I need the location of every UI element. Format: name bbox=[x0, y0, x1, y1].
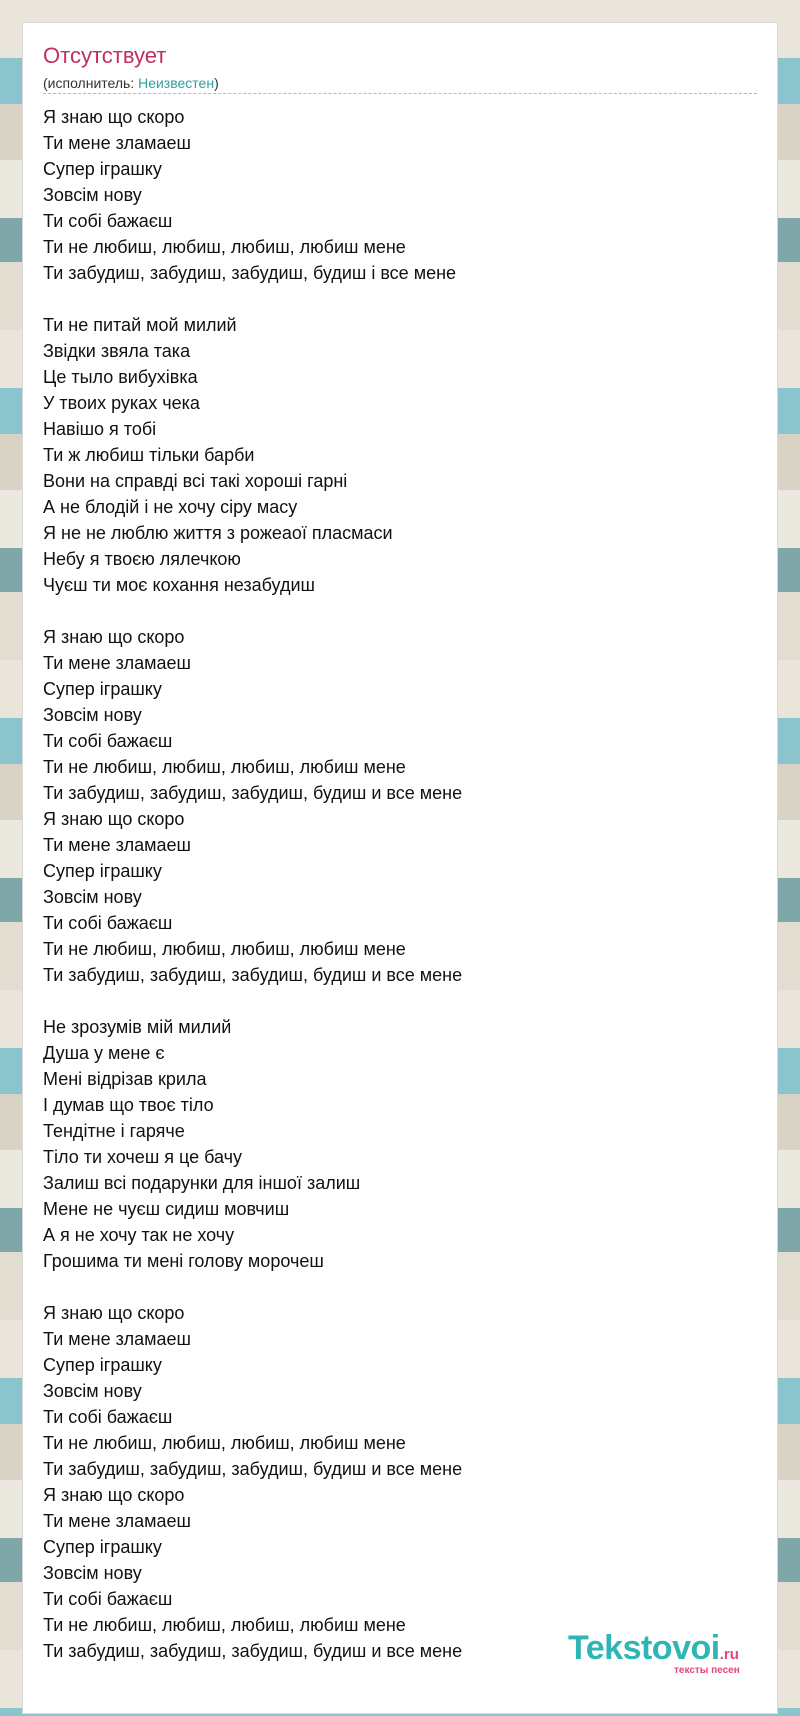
lyric-line: А не блодій і не хочу сіру масу bbox=[43, 497, 298, 517]
lyrics-text bbox=[43, 104, 743, 1664]
lyric-line: І думав що твоє тіло bbox=[43, 1095, 214, 1115]
lyric-line: Ти забудиш, забудиш, забудиш, будиш и все мене bbox=[43, 1641, 463, 1661]
lyric-line: Супер іграшку bbox=[43, 861, 162, 881]
lyric-line: Ти мене зламаеш bbox=[43, 653, 191, 673]
lyric-line: Я не не люблю життя з рожеаої пласмаси bbox=[43, 523, 393, 543]
lyric-line: Чуєш ти моє кохання незабудиш bbox=[43, 575, 315, 595]
artist-prefix: (исполнитель: bbox=[43, 75, 139, 91]
stanza-break bbox=[43, 1274, 743, 1300]
lyric-line: Не зрозумів мій милий bbox=[43, 1017, 232, 1037]
lyric-line: Ти мене зламаеш bbox=[43, 1511, 191, 1531]
lyric-line: Ти не любиш, любиш, любиш, любиш мене bbox=[43, 757, 406, 777]
lyric-line: Грошима ти мені голову морочеш bbox=[43, 1251, 324, 1271]
lyric-line: Ти мене зламаеш bbox=[43, 1329, 191, 1349]
lyric-line: Ти не любиш, любиш, любиш, любиш мене bbox=[43, 1433, 406, 1453]
logo-name: Tekstovoi bbox=[568, 1629, 720, 1667]
lyric-line: Це тыло вибухівка bbox=[43, 367, 198, 387]
lyric-line: Ти забудиш, забудиш, забудиш, будиш і все мене bbox=[43, 263, 457, 283]
lyric-line: Ти мене зламаеш bbox=[43, 835, 191, 855]
title-divider bbox=[43, 93, 757, 94]
lyric-line: Ти собі бажаєш bbox=[43, 1589, 173, 1609]
lyric-line: У твоих руках чека bbox=[43, 393, 200, 413]
lyric-line: Ти собі бажаєш bbox=[43, 731, 173, 751]
lyric-line: Звідки звяла така bbox=[43, 341, 191, 361]
stanza-break bbox=[43, 598, 743, 624]
lyric-line: Зовсім нову bbox=[43, 1381, 142, 1401]
lyric-line: Тендітне і гаряче bbox=[43, 1121, 185, 1141]
lyric-line: Зовсім нову bbox=[43, 185, 142, 205]
lyric-line: Небу я твоєю лялечкою bbox=[43, 549, 241, 569]
lyric-line: Душа у мене є bbox=[43, 1043, 165, 1063]
lyric-line: Ти собі бажаєш bbox=[43, 211, 173, 231]
lyric-line: Супер іграшку bbox=[43, 159, 162, 179]
lyrics-page bbox=[22, 22, 778, 1714]
lyric-line: А я не хочу так не хочу bbox=[43, 1225, 235, 1245]
lyric-line: Зовсім нову bbox=[43, 887, 142, 907]
artist-suffix: ) bbox=[214, 75, 219, 91]
lyric-line: Я знаю що скоро bbox=[43, 627, 185, 647]
lyric-line: Ти собі бажаєш bbox=[43, 1407, 173, 1427]
lyric-line: Супер іграшку bbox=[43, 679, 162, 699]
lyric-line: Ти ж любиш тільки барби bbox=[43, 445, 255, 465]
lyric-line: Вони на справді всі такі хороші гарні bbox=[43, 471, 348, 491]
logo-tagline: тексты песен bbox=[674, 1665, 740, 1676]
lyric-line: Тіло ти хочеш я це бачу bbox=[43, 1147, 243, 1167]
lyric-line: Зовсім нову bbox=[43, 1563, 142, 1583]
stanza-break bbox=[43, 286, 743, 312]
lyric-line: Супер іграшку bbox=[43, 1537, 162, 1557]
lyric-line: Ти собі бажаєш bbox=[43, 913, 173, 933]
logo-tld: .ru bbox=[719, 1646, 739, 1663]
lyric-line: Ти мене зламаеш bbox=[43, 133, 191, 153]
lyric-line: Ти забудиш, забудиш, забудиш, будиш и все мене bbox=[43, 1459, 463, 1479]
lyric-line: Я знаю що скоро bbox=[43, 1303, 185, 1323]
site-logo[interactable] bbox=[568, 1631, 758, 1675]
lyric-line: Ти не любиш, любиш, любиш, любиш мене bbox=[43, 1615, 406, 1635]
lyric-line: Мені відрізав крила bbox=[43, 1069, 207, 1089]
lyric-line: Мене не чуєш сидиш мовчиш bbox=[43, 1199, 290, 1219]
lyric-line: Ти не питай мой милий bbox=[43, 315, 237, 335]
lyric-line: Ти забудиш, забудиш, забудиш, будиш и все мене bbox=[43, 783, 463, 803]
song-title: Отсутствует bbox=[43, 43, 167, 68]
lyric-line: Я знаю що скоро bbox=[43, 1485, 185, 1505]
lyric-line: Ти не любиш, любиш, любиш, любиш мене bbox=[43, 237, 406, 257]
stanza-break bbox=[43, 988, 743, 1014]
lyric-line: Навішо я тобі bbox=[43, 419, 157, 439]
artist-link[interactable]: Неизвестен bbox=[138, 75, 215, 91]
lyric-line: Залиш всі подарунки для іншої залиш bbox=[43, 1173, 361, 1193]
lyric-line: Супер іграшку bbox=[43, 1355, 162, 1375]
lyric-line: Ти не любиш, любиш, любиш, любиш мене bbox=[43, 939, 406, 959]
lyric-line: Зовсім нову bbox=[43, 705, 142, 725]
artist-line bbox=[43, 74, 219, 92]
lyric-line: Я знаю що скоро bbox=[43, 809, 185, 829]
lyric-line: Ти забудиш, забудиш, забудиш, будиш и все мене bbox=[43, 965, 463, 985]
lyric-line: Я знаю що скоро bbox=[43, 107, 185, 127]
